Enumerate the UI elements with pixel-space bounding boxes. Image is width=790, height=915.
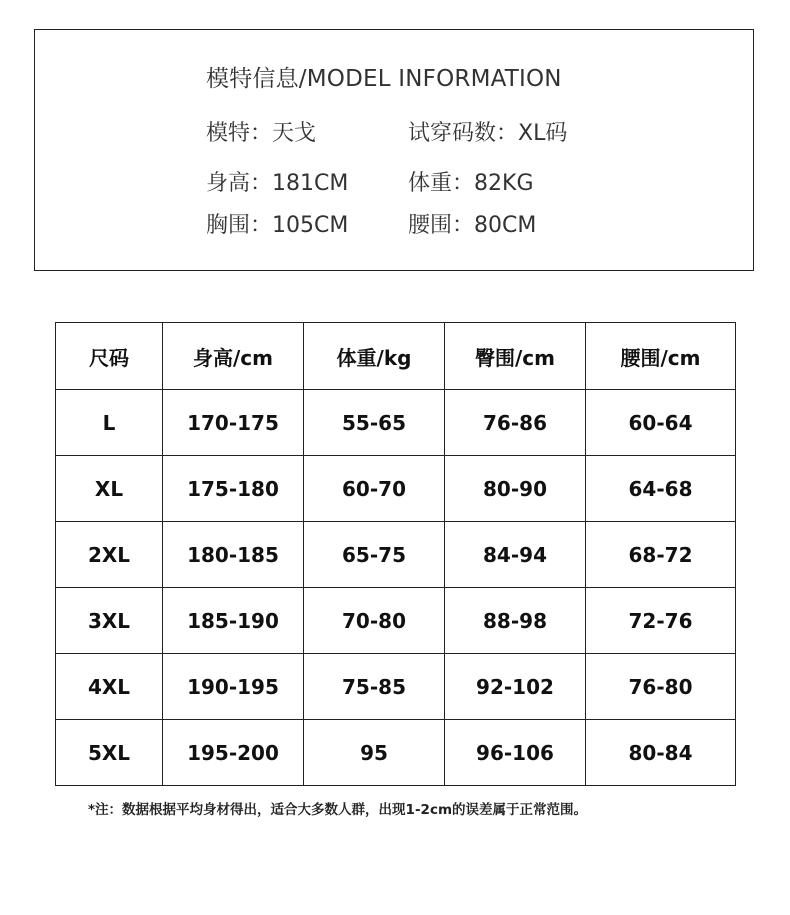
cell-waist: 68-72 [586,522,736,588]
cell-hip: 80-90 [445,456,586,522]
header-waist: 腰围/cm [586,323,736,390]
cell-hip: 84-94 [445,522,586,588]
cell-weight: 55-65 [304,390,445,456]
model-chest-field [206,208,348,239]
model-waist-field [408,208,536,239]
header-height: 身高/cm [163,323,304,390]
model-weight-value: 82KG [474,171,534,196]
fitting-size-field [408,116,567,147]
separator: ： [250,121,273,146]
separator: ： [496,121,519,146]
table-header-row [56,323,736,390]
model-waist-label: 腰围 [408,213,453,238]
cell-height: 170-175 [163,390,304,456]
model-waist-value: 80CM [474,213,537,238]
cell-hip: 92-102 [445,654,586,720]
table-row [56,456,736,522]
header-size: 尺码 [56,323,163,390]
cell-waist: 80-84 [586,720,736,786]
model-chest-label: 胸围 [206,213,251,238]
cell-size: XL [56,456,163,522]
model-info-box [34,29,754,271]
cell-size: 3XL [56,588,163,654]
table-row [56,720,736,786]
cell-size: 2XL [56,522,163,588]
cell-weight: 70-80 [304,588,445,654]
cell-waist: 64-68 [586,456,736,522]
cell-size: 4XL [56,654,163,720]
cell-hip: 88-98 [445,588,586,654]
cell-height: 190-195 [163,654,304,720]
model-height-field [206,166,348,197]
cell-waist: 76-80 [586,654,736,720]
separator: ： [250,213,273,238]
table-row [56,654,736,720]
cell-weight: 60-70 [304,456,445,522]
model-chest-value: 105CM [272,213,349,238]
cell-weight: 65-75 [304,522,445,588]
separator: ： [452,171,475,196]
separator: ： [250,171,273,196]
fitting-size-label: 试穿码数 [408,121,497,146]
cell-hip: 96-106 [445,720,586,786]
cell-height: 180-185 [163,522,304,588]
table-row [56,588,736,654]
model-name-label: 模特 [206,121,251,146]
model-name-field [206,116,316,147]
cell-weight: 95 [304,720,445,786]
cell-hip: 76-86 [445,390,586,456]
cell-height: 175-180 [163,456,304,522]
size-footnote: *注：数据根据平均身材得出，适合大多数人群，出现1-2cm的误差属于正常范围。 [88,802,588,818]
model-weight-field [408,166,534,197]
table-row [56,522,736,588]
cell-height: 185-190 [163,588,304,654]
model-weight-label: 体重 [408,171,453,196]
model-height-value: 181CM [272,171,349,196]
size-chart-table [55,322,736,786]
cell-height: 195-200 [163,720,304,786]
model-height-label: 身高 [206,171,251,196]
header-weight: 体重/kg [304,323,445,390]
cell-size: L [56,390,163,456]
model-info-title: 模特信息/MODEL INFORMATION [206,66,562,92]
model-name-value: 天戈 [272,121,317,146]
cell-waist: 60-64 [586,390,736,456]
header-hip: 臀围/cm [445,323,586,390]
cell-size: 5XL [56,720,163,786]
fitting-size-value: XL码 [518,121,568,146]
cell-weight: 75-85 [304,654,445,720]
separator: ： [452,213,475,238]
table-row [56,390,736,456]
cell-waist: 72-76 [586,588,736,654]
